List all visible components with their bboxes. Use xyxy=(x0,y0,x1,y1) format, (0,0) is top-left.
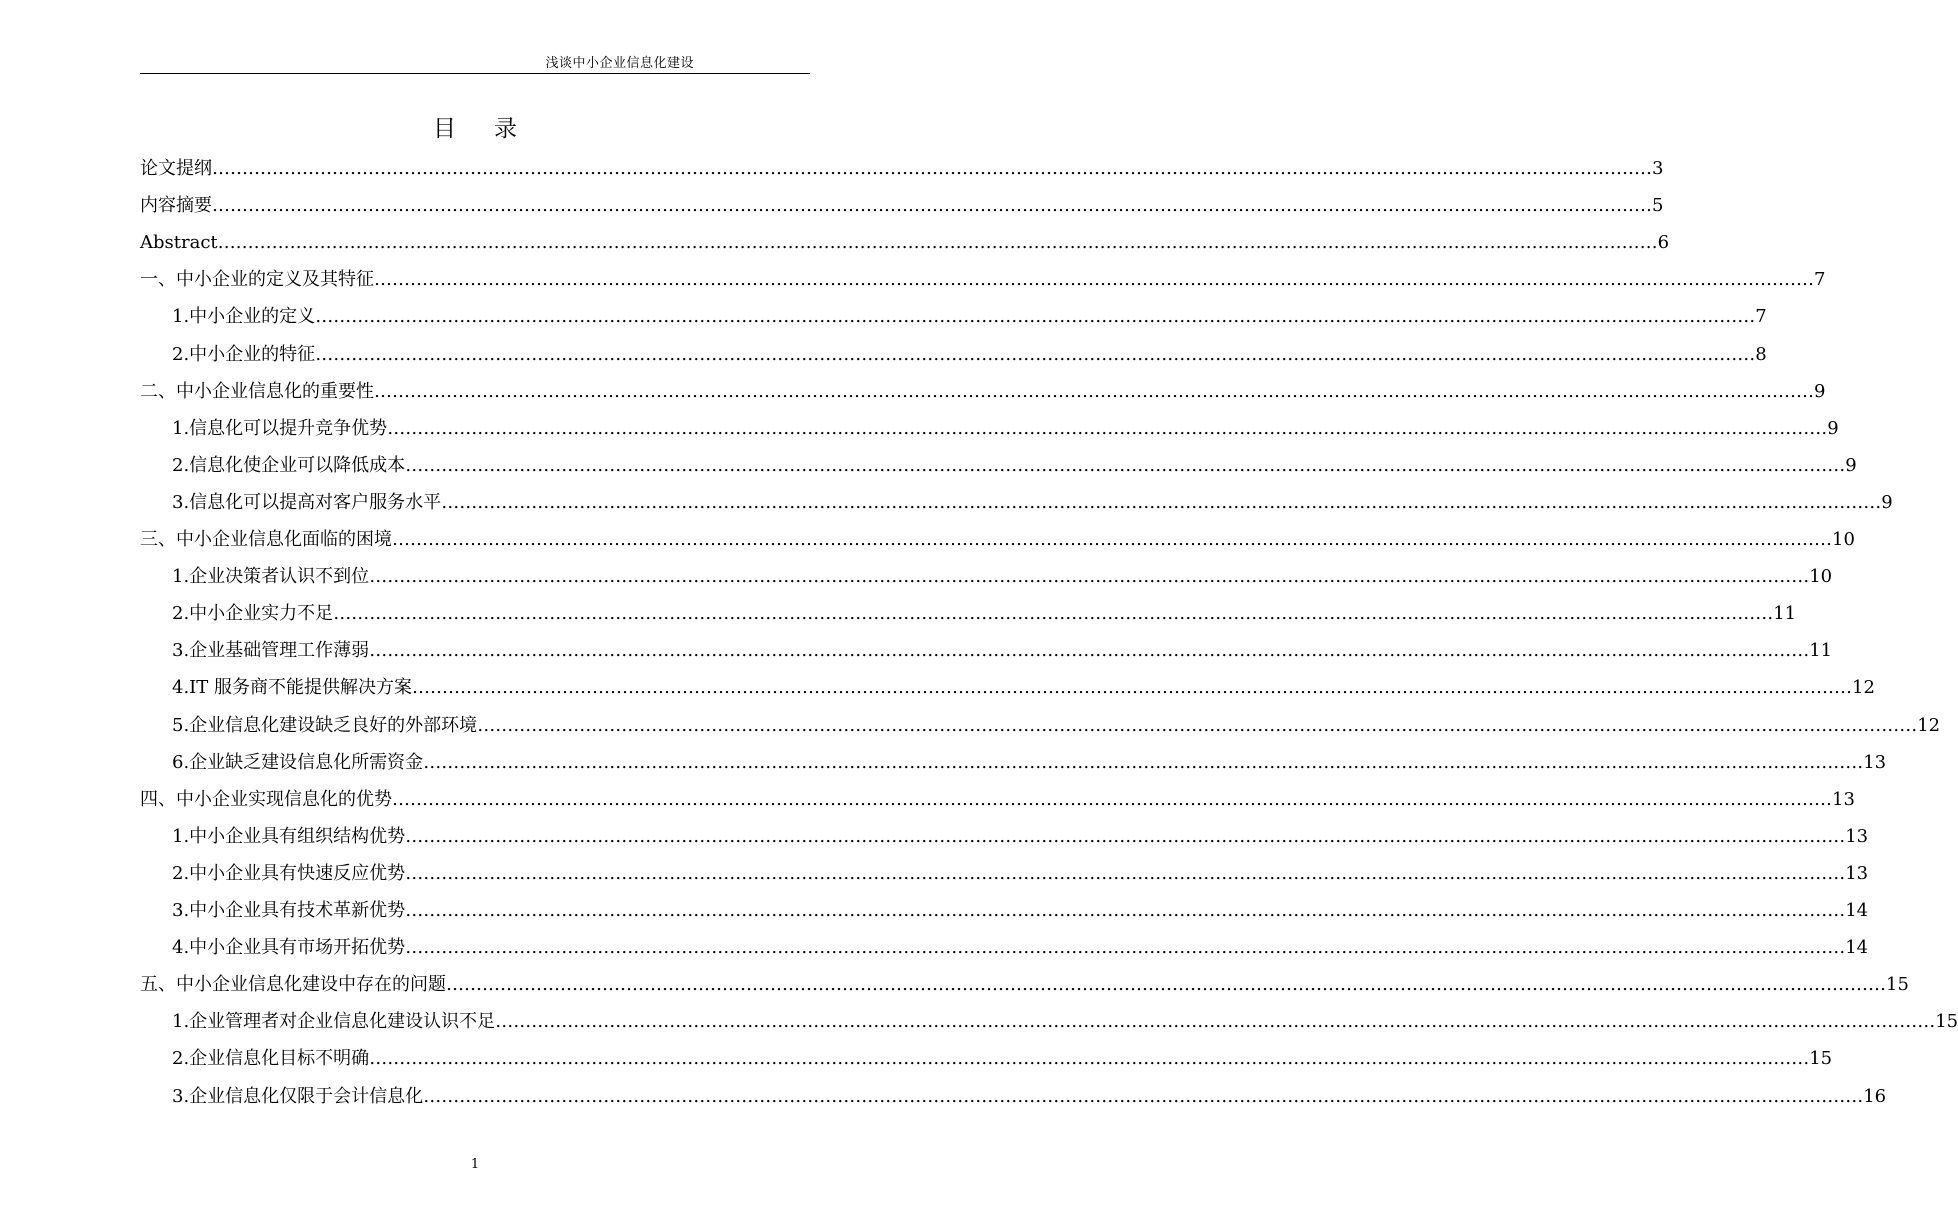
toc-entry[interactable] xyxy=(140,224,1670,261)
toc-entry-label: 6.企业缺乏建设信息化所需资金 xyxy=(172,751,424,773)
toc-entry-page: 14 xyxy=(1845,937,1869,959)
toc-entry[interactable] xyxy=(172,410,1839,447)
toc-entry-label: 2.中小企业的特征 xyxy=(172,343,316,365)
toc-entry-label: 3.中小企业具有技术革新优势 xyxy=(172,900,406,921)
toc-entry[interactable] xyxy=(172,1078,1887,1115)
toc-entry[interactable] xyxy=(172,595,1797,632)
toc-entry[interactable] xyxy=(172,855,1869,892)
toc-entry[interactable] xyxy=(140,966,1909,1003)
toc-leader-dots: …………………………………………………………………………………………………………………………………………………………………………………………………………………… xyxy=(405,454,1846,476)
toc-leader-dots: …………………………………………………………………………………………………………………………………………………………………………………………………………………… xyxy=(392,529,1832,550)
toc-entry[interactable] xyxy=(172,1040,1833,1077)
toc-entry[interactable] xyxy=(172,892,1869,929)
toc-entry-page: 13 xyxy=(1845,862,1869,884)
toc-entry-label: 5.企业信息化建设缺乏良好的外部环境 xyxy=(172,714,478,736)
toc-leader-dots: …………………………………………………………………………………………………………………………………………………………………………………………………………………… xyxy=(405,825,1846,847)
toc-entry[interactable] xyxy=(140,150,1664,187)
toc-entry-label: 2.信息化使企业可以降低成本 xyxy=(172,454,406,476)
toc-entry[interactable] xyxy=(172,336,1767,373)
toc-leader-dots: …………………………………………………………………………………………………………………………………………………………………………………………………………………… xyxy=(446,974,1886,996)
toc-leader-dots: …………………………………………………………………………………………………………………………………………………………………………………………………………………… xyxy=(212,158,1652,179)
toc-entry-page: 11 xyxy=(1773,603,1797,625)
page-number: 1 xyxy=(470,1157,480,1172)
toc-entry[interactable] xyxy=(172,632,1833,669)
toc-entry-label: 3.信息化可以提高对客户服务水平 xyxy=(172,491,442,513)
toc-leader-dots: …………………………………………………………………………………………………………………………………………………………………………………………………………………… xyxy=(212,195,1652,217)
toc-leader-dots: …………………………………………………………………………………………………………………………………………………………………………………………………………………… xyxy=(441,491,1882,513)
toc-entry-label: 四、中小企业实现信息化的优势 xyxy=(140,788,392,810)
toc-entry-label: 内容摘要 xyxy=(140,195,212,217)
running-title: 浅谈中小企业信息化建设 xyxy=(545,56,694,71)
toc-entry-label: 1.企业管理者对企业信息化建设认识不足 xyxy=(172,1011,496,1033)
toc-entry-label: 2.中小企业具有快速反应优势 xyxy=(172,862,406,884)
toc-entry-label: 1.中小企业的定义 xyxy=(172,306,316,328)
toc-entry[interactable] xyxy=(140,187,1664,224)
toc-leader-dots: …………………………………………………………………………………………………………………………………………………………………………………………………………………… xyxy=(374,269,1814,291)
toc-leader-dots: …………………………………………………………………………………………………………………………………………………………………………………………………………………… xyxy=(369,640,1810,662)
toc-leader-dots: …………………………………………………………………………………………………………………………………………………………………………………………………………………… xyxy=(423,1085,1864,1107)
toc-entry-page: 8 xyxy=(1755,343,1767,365)
toc-entry[interactable] xyxy=(172,1003,1958,1040)
toc-entry-page: 12 xyxy=(1852,677,1875,699)
toc-leader-dots: …………………………………………………………………………………………………………………………………………………………………………………………………………………… xyxy=(217,232,1658,254)
toc-entry[interactable] xyxy=(140,261,1826,298)
toc-entry-page: 7 xyxy=(1755,306,1767,328)
toc-entry-page: 9 xyxy=(1881,491,1893,513)
toc-entry-label: 1.中小企业具有组织结构优势 xyxy=(172,825,406,847)
toc-entry-page: 5 xyxy=(1652,195,1664,217)
toc-entry-label: 一、中小企业的定义及其特征 xyxy=(140,269,374,291)
toc-leader-dots: …………………………………………………………………………………………………………………………………………………………………………………………………………………… xyxy=(369,566,1810,588)
toc-entry[interactable] xyxy=(140,373,1826,410)
toc-entry[interactable] xyxy=(140,521,1855,558)
toc-entry-page: 10 xyxy=(1832,529,1855,550)
toc-entry-label: 五、中小企业信息化建设中存在的问题 xyxy=(140,974,446,996)
toc-entry[interactable] xyxy=(172,484,1893,521)
toc-entry-page: 15 xyxy=(1809,1048,1833,1070)
toc-entry-page: 11 xyxy=(1809,640,1833,662)
toc-entry[interactable] xyxy=(172,818,1869,855)
toc-leader-dots: …………………………………………………………………………………………………………………………………………………………………………………………………………………… xyxy=(477,714,1918,736)
running-header xyxy=(140,54,810,74)
toc-entry-label: 三、中小企业信息化面临的困境 xyxy=(140,529,392,550)
header-rule xyxy=(140,73,810,74)
toc-entry-page: 9 xyxy=(1814,380,1826,402)
toc-leader-dots: …………………………………………………………………………………………………………………………………………………………………………………………………………………… xyxy=(405,900,1846,921)
toc-leader-dots: …………………………………………………………………………………………………………………………………………………………………………………………………………………… xyxy=(374,380,1814,402)
toc-entry-page: 14 xyxy=(1845,900,1869,921)
toc-leader-dots: …………………………………………………………………………………………………………………………………………………………………………………………………………………… xyxy=(333,603,1774,625)
toc-entry[interactable] xyxy=(172,744,1887,781)
toc-entry-page: 13 xyxy=(1832,788,1855,810)
toc-leader-dots: …………………………………………………………………………………………………………………………………………………………………………………………………………………… xyxy=(392,788,1832,810)
toc-leader-dots: …………………………………………………………………………………………………………………………………………………………………………………………………………………… xyxy=(405,937,1846,959)
toc-leader-dots: …………………………………………………………………………………………………………………………………………………………………………………………………………………… xyxy=(387,417,1828,439)
toc-entry-page: 10 xyxy=(1809,566,1833,588)
toc-title: 目录 xyxy=(433,116,555,142)
toc-entry[interactable] xyxy=(172,447,1857,484)
toc-entry-label: 3.企业基础管理工作薄弱 xyxy=(172,640,370,662)
toc-entry-label: 论文提纲 xyxy=(140,158,212,179)
toc-entry-label: 3.企业信息化仅限于会计信息化 xyxy=(172,1085,424,1107)
toc-entry-page: 13 xyxy=(1845,825,1869,847)
toc-entry-label: 1.信息化可以提升竞争优势 xyxy=(172,417,388,439)
toc-entry[interactable] xyxy=(172,929,1869,966)
toc-entry-label: 2.企业信息化目标不明确 xyxy=(172,1048,370,1070)
toc-entry-page: 9 xyxy=(1845,454,1857,476)
toc-leader-dots: …………………………………………………………………………………………………………………………………………………………………………………………………………………… xyxy=(315,343,1756,365)
toc-entry-label: 二、中小企业信息化的重要性 xyxy=(140,380,374,402)
toc-entry[interactable] xyxy=(172,707,1941,744)
toc-leader-dots: …………………………………………………………………………………………………………………………………………………………………………………………………………………… xyxy=(405,862,1846,884)
toc-leader-dots: …………………………………………………………………………………………………………………………………………………………………………………………………………………… xyxy=(369,1048,1810,1070)
toc-entry-page: 16 xyxy=(1863,1085,1887,1107)
toc-entry[interactable] xyxy=(172,669,1875,706)
toc-entry-label: 2.中小企业实力不足 xyxy=(172,603,334,625)
toc-entry-page: 15 xyxy=(1935,1011,1958,1033)
toc-entry-page: 12 xyxy=(1917,714,1941,736)
toc-entry[interactable] xyxy=(140,781,1855,818)
toc-entry-page: 13 xyxy=(1863,751,1887,773)
toc-entry[interactable] xyxy=(172,558,1833,595)
toc-entry-label: Abstract xyxy=(140,232,218,254)
toc-entry-page: 9 xyxy=(1827,417,1839,439)
toc-leader-dots: …………………………………………………………………………………………………………………………………………………………………………………………………………………… xyxy=(495,1011,1936,1033)
toc-entry-label: 4.中小企业具有市场开拓优势 xyxy=(172,937,406,959)
toc-entry-page: 15 xyxy=(1886,974,1909,996)
toc-entry-page: 3 xyxy=(1652,158,1664,179)
toc-entry-page: 6 xyxy=(1657,232,1670,254)
toc-leader-dots: …………………………………………………………………………………………………………………………………………………………………………………………………………………… xyxy=(423,751,1864,773)
toc-entry-label: 4.IT 服务商不能提供解决方案 xyxy=(172,677,413,699)
toc-leader-dots: …………………………………………………………………………………………………………………………………………………………………………………………………………………… xyxy=(315,306,1756,328)
toc-entry-label: 1.企业决策者认识不到位 xyxy=(172,566,370,588)
toc-entry[interactable] xyxy=(172,298,1767,335)
toc-leader-dots: …………………………………………………………………………………………………………………………………………………………………………………………………………………… xyxy=(412,677,1853,699)
toc-entry-page: 7 xyxy=(1814,269,1826,291)
